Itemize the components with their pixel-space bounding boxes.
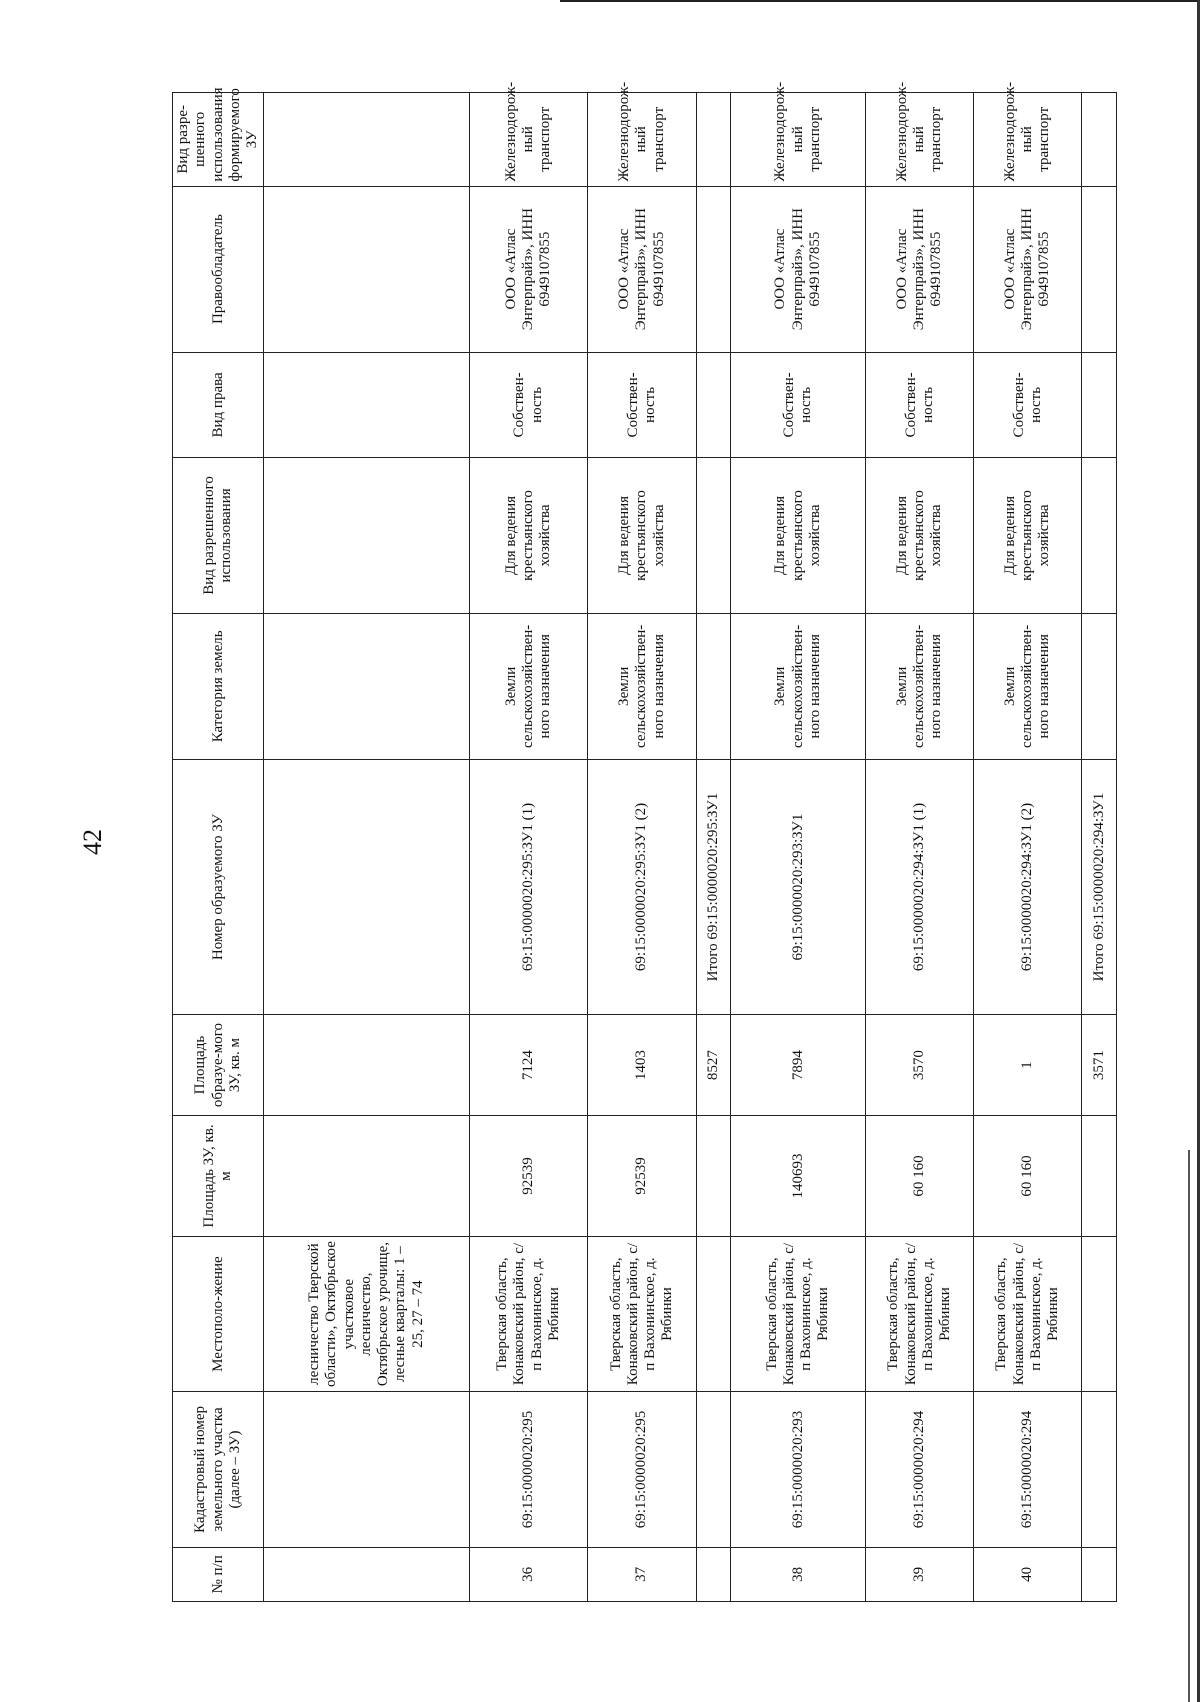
scan-edge-top [560, 0, 1200, 2]
table-row [588, 93, 696, 1602]
permitted-use-cell [696, 458, 731, 613]
right-holder-cell [696, 186, 731, 352]
plot-area-cell: 60 160 [974, 1116, 1082, 1237]
new-plot-area-cell: 1403 [588, 1015, 696, 1116]
cadastral-number-cell: 69:15:0000020:294 [866, 1392, 974, 1547]
right-type-cell [696, 352, 731, 458]
plot-area-cell: 92539 [469, 1116, 588, 1237]
new-plot-area-cell: 7124 [469, 1015, 588, 1116]
table-row [974, 93, 1082, 1602]
new-permitted-use-cell: Железнодорож-ный транспорт [731, 93, 866, 187]
right-holder-cell [264, 186, 469, 352]
new-permitted-use-cell [696, 93, 731, 187]
row-number-cell: 36 [469, 1547, 588, 1601]
right-type-cell: Собствен-ность [974, 352, 1082, 458]
location-cell: лесничество Тверской области», Октябрьское участковое лесничество, Октябрьское урочище, лесные кварталы: 1 – 25, 27 – 74 [264, 1236, 469, 1391]
land-plots-table-container [172, 81, 1117, 1602]
plot-area-cell [264, 1116, 469, 1237]
permitted-use-cell: Для ведения крестьянского хозяйства [588, 458, 696, 613]
right-type-cell [264, 352, 469, 458]
new-plot-area-cell: 8527 [696, 1015, 731, 1116]
land-category-cell [1082, 613, 1117, 759]
table-row [866, 93, 974, 1602]
header-cell: Площадь ЗУ, кв. м [173, 1116, 264, 1237]
permitted-use-cell: Для ведения крестьянского хозяйства [731, 458, 866, 613]
row-number-cell: 37 [588, 1547, 696, 1601]
header-cell: Площадь образуе-мого ЗУ, кв. м [173, 1015, 264, 1116]
right-type-cell: Собствен-ность [588, 352, 696, 458]
permitted-use-cell: Для ведения крестьянского хозяйства [866, 458, 974, 613]
cadastral-number-cell: 69:15:0000020:295 [588, 1392, 696, 1547]
row-number-cell [696, 1547, 731, 1601]
location-cell [1082, 1236, 1117, 1391]
new-permitted-use-cell [264, 93, 469, 187]
new-plot-number-cell: 69:15:0000020:293:ЗУ1 [731, 760, 866, 1015]
location-cell: Тверская область, Конаковский район, с/п Вахонинское, д. Рябинки [731, 1236, 866, 1391]
location-cell: Тверская область, Конаковский район, с/п Вахонинское, д. Рябинки [974, 1236, 1082, 1391]
cadastral-number-cell [264, 1392, 469, 1547]
new-permitted-use-cell [1082, 93, 1117, 187]
new-plot-number-cell: Итого 69:15:0000020:295:ЗУ1 [696, 760, 731, 1015]
location-cell: Тверская область, Конаковский район, с/п Вахонинское, д. Рябинки [469, 1236, 588, 1391]
row-number-cell: 39 [866, 1547, 974, 1601]
plot-area-cell: 92539 [588, 1116, 696, 1237]
new-plot-area-cell: 7894 [731, 1015, 866, 1116]
header-cell: Вид разрешенного использования [173, 458, 264, 613]
header-cell: Правообладатель [173, 186, 264, 352]
new-permitted-use-cell: Железнодорож-ный транспорт [469, 93, 588, 187]
permitted-use-cell: Для ведения крестьянского хозяйства [469, 458, 588, 613]
plot-area-cell [1082, 1116, 1117, 1237]
new-plot-area-cell: 3571 [1082, 1015, 1117, 1116]
permitted-use-cell [264, 458, 469, 613]
new-plot-number-cell: 69:15:0000020:294:ЗУ1 (1) [866, 760, 974, 1015]
row-number-cell: 38 [731, 1547, 866, 1601]
new-plot-number-cell: Итого 69:15:0000020:294:ЗУ1 [1082, 760, 1117, 1015]
land-category-cell: Земли сельскохозяйствен-ного назначения [469, 613, 588, 759]
row-number-cell [264, 1547, 469, 1601]
permitted-use-cell: Для ведения крестьянского хозяйства [974, 458, 1082, 613]
location-cell [696, 1236, 731, 1391]
new-permitted-use-cell: Железнодорож-ный транспорт [588, 93, 696, 187]
cadastral-number-cell: 69:15:0000020:293 [731, 1392, 866, 1547]
land-category-cell [264, 613, 469, 759]
plot-area-cell: 60 160 [866, 1116, 974, 1237]
header-cell: Местополо-жение [173, 1236, 264, 1391]
cadastral-number-cell [696, 1392, 731, 1547]
new-plot-area-cell: 1 [974, 1015, 1082, 1116]
land-category-cell: Земли сельскохозяйствен-ного назначения [974, 613, 1082, 759]
header-cell: Вид права [173, 352, 264, 458]
new-plot-number-cell: 69:15:0000020:294:ЗУ1 (2) [974, 760, 1082, 1015]
land-category-cell: Земли сельскохозяйствен-ного назначения [588, 613, 696, 759]
table-row [264, 93, 469, 1602]
table-row [696, 93, 731, 1602]
table-row [469, 93, 588, 1602]
right-type-cell: Собствен-ность [731, 352, 866, 458]
new-plot-number-cell: 69:15:0000020:295:ЗУ1 (1) [469, 760, 588, 1015]
header-cell: Номер образуемого ЗУ [173, 760, 264, 1015]
right-holder-cell: ООО «Атлас Энтерпрайз», ИНН 6949107855 [731, 186, 866, 352]
new-permitted-use-cell: Железнодорож-ный транспорт [866, 93, 974, 187]
right-holder-cell: ООО «Атлас Энтерпрайз», ИНН 6949107855 [469, 186, 588, 352]
row-number-cell [1082, 1547, 1117, 1601]
new-plot-area-cell [264, 1015, 469, 1116]
land-category-cell: Земли сельскохозяйствен-ного назначения [866, 613, 974, 759]
header-cell: № п/п [173, 1547, 264, 1601]
new-plot-number-cell: 69:15:0000020:295:ЗУ1 (2) [588, 760, 696, 1015]
right-holder-cell: ООО «Атлас Энтерпрайз», ИНН 6949107855 [866, 186, 974, 352]
right-holder-cell [1082, 186, 1117, 352]
right-type-cell: Собствен-ность [866, 352, 974, 458]
new-plot-number-cell [264, 760, 469, 1015]
cadastral-number-cell [1082, 1392, 1117, 1547]
right-holder-cell: ООО «Атлас Энтерпрайз», ИНН 6949107855 [974, 186, 1082, 352]
location-cell: Тверская область, Конаковский район, с/п Вахонинское, д. Рябинки [866, 1236, 974, 1391]
table-header-row [173, 93, 264, 1602]
table-row [731, 93, 866, 1602]
header-cell: Вид разре-шенного использования формируемого ЗУ [173, 93, 264, 187]
land-plots-table [172, 81, 1117, 1602]
cadastral-number-cell: 69:15:0000020:294 [974, 1392, 1082, 1547]
page-number: 42 [78, 829, 107, 855]
table-body [264, 81, 1117, 1602]
cadastral-number-cell: 69:15:0000020:295 [469, 1392, 588, 1547]
plot-area-cell [696, 1116, 731, 1237]
header-cell: Кадастровый номер земельного участка (далее – ЗУ) [173, 1392, 264, 1547]
header-cell: Категория земель [173, 613, 264, 759]
land-category-cell: Земли сельскохозяйствен-ного назначения [731, 613, 866, 759]
new-permitted-use-cell: Железнодорож-ный транспорт [974, 93, 1082, 187]
new-plot-area-cell: 3570 [866, 1015, 974, 1116]
row-number-cell: 40 [974, 1547, 1082, 1601]
right-type-cell: Собствен-ность [469, 352, 588, 458]
right-type-cell [1082, 352, 1117, 458]
plot-area-cell: 140693 [731, 1116, 866, 1237]
land-category-cell [696, 613, 731, 759]
right-holder-cell: ООО «Атлас Энтерпрайз», ИНН 6949107855 [588, 186, 696, 352]
table-row [1082, 93, 1117, 1602]
permitted-use-cell [1082, 458, 1117, 613]
location-cell: Тверская область, Конаковский район, с/п Вахонинское, д. Рябинки [588, 1236, 696, 1391]
scan-edge-right-inner [1188, 1150, 1190, 1702]
